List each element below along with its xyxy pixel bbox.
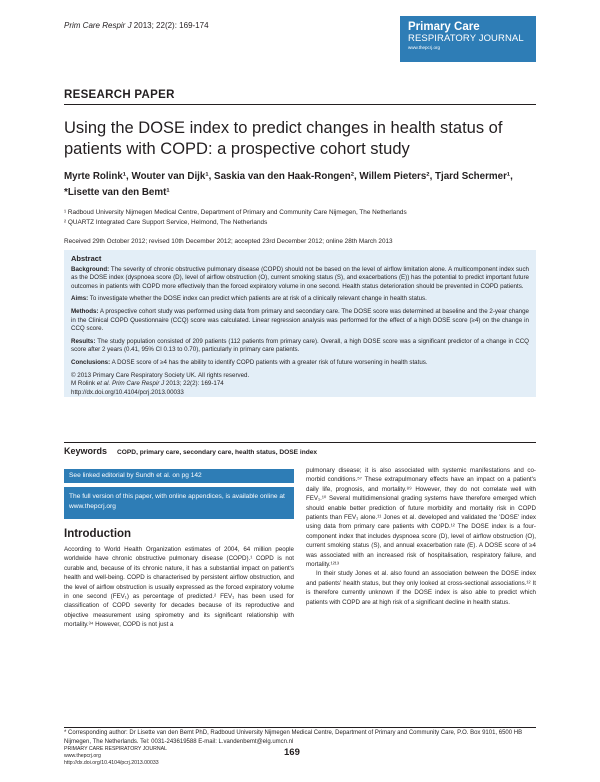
abstract-results: [71, 338, 529, 355]
footer-url[interactable]: www.thepcrj.org: [64, 752, 101, 759]
section-label: RESEARCH PAPER: [64, 89, 175, 101]
conclusions-text: A DOSE score of ≥4 has the ability to identify COPD patients with a greater risk of future worsening in health status.: [110, 358, 428, 366]
editorial-link-box[interactable]: See linked editorial by Sundh et al. on pg 142: [64, 469, 294, 483]
footer-journal: PRIMARY CARE RESPIRATORY JOURNAL: [64, 746, 167, 752]
conclusions-label: Conclusions:: [71, 358, 111, 366]
abstract-methods: [71, 308, 529, 334]
copyright: © 2013 Primary Care Respiratory Society UK. All rights reserved.: [71, 371, 250, 379]
paper-title: Using the DOSE index to predict changes in health status of patients with COPD: a prospective cohort study: [64, 119, 503, 158]
abstract-box: [64, 250, 536, 397]
abstract-background: [71, 266, 529, 292]
intro-column-1: [64, 545, 294, 630]
citation-line: [71, 380, 529, 389]
methods-text: A prospective cohort study was performed using data from primary and secondary care. The DOSE score was determined at baseline and the 2-year change in the Clinical COPD Questionnaire (CCQ) score was calculated. Linear regression analysis was performed for the effect of a high DOSE score (≥4) on the change in CCQ score.: [71, 307, 529, 333]
logo-line2: RESPIRATORY JOURNAL: [408, 33, 524, 44]
intro-paragraph-2: pulmonary disease; it is also associated with systemic manifestations and co-morbid conditions.⁵⁷ These extrapulmonary effects have an impact on a patient's daily life, prognosis, and mortality.⁸⁹ However, they do not correlate well with FEV₁.¹⁰ Several multidimensional grading systems have therefore emerged which should enable better prediction of future morbidity and mortality risk in COPD patients than FEV₁ alone.¹¹ Jones et al. developed and validated the 'DOSE' index using data from primary care patients with COPD.¹² The DOSE index is a four-component index that includes dyspnoea score (D), level of airflow obstruction (O), current smoking status (S), and annual exacerbation rate (E). A DOSE score of ≥4 was associated with an increased risk of hospitalisation, respiratory failure, and mortality.¹²¹³: [306, 467, 536, 569]
logo-url: www.thepcrj.org: [408, 45, 441, 50]
section-divider: [64, 104, 536, 105]
footer-doi[interactable]: http://dx.doi.org/10.4104/pcrj.2013.00033: [64, 759, 159, 766]
keywords: [64, 446, 317, 456]
intro-paragraph-1: According to World Health Organization estimates of 2004, 64 million people worldwide have chronic obstructive pulmonary disease (COPD).¹ COPD is not curable and, because of its chronic nature, it has a substantial impact on patient's health and well-being. COPD is characterised by persistent airflow obstruction, and the level of airflow obstruction is usually expressed as the forced expiratory volume in one second (FEV₁) as percentage of predicted.² FEV₁ has been used for classification of COPD severity for decades because of its reproductive and objective measurement using spirometry and its significant relationship with mortality.³⁴ However, COPD is not just a: [64, 546, 294, 629]
affiliations: [64, 208, 534, 228]
journal-citation: [64, 21, 209, 30]
background-text: The severity of chronic obstructive pulmonary disease (COPD) should not be based on the level of airflow limitation alone. A multicomponent index such as the DOSE index (dyspnoea score (D), level of airflow obstruction (O), current smoking status (S), and exacerbations (E)) has the potential to predict important future outcomes in patients with COPD more effectively than the forced expiratory volume in one second. Health status deterioration should be prevented in COPD patients.: [71, 265, 529, 290]
received-dates: Received 29th October 2012; revised 10th December 2012; accepted 23rd December 2012; online 28th March 2013: [64, 238, 393, 245]
doi-link[interactable]: http://dx.doi.org/10.4104/pcrj.2013.00033: [71, 388, 184, 396]
cite-etal: et al.: [96, 380, 111, 388]
background-label: Background:: [71, 265, 110, 273]
journal-logo: [400, 16, 536, 62]
abstract-heading: Abstract: [71, 254, 102, 263]
keywords-label: Keywords: [64, 446, 108, 456]
cite-volume: 2013; 22(2): 169-174: [164, 380, 224, 388]
cite-authors: M Rolink: [71, 380, 97, 388]
aims-label: Aims:: [71, 295, 89, 303]
full-version-box[interactable]: The full version of this paper, with online appendices, is available online at www.thepcrj.org: [64, 487, 294, 519]
intro-paragraph-3: In their study Jones et al. also found an association between the DOSE index and patients' health status, but they only looked at cross-sectional associations.¹² It is therefore currently unknown if the DOSE index is also able to predict which patients with COPD are at high risk of a significant decline in health status.: [306, 570, 536, 606]
logo-line1: Primary Care: [408, 21, 480, 33]
affiliation-1: ¹ Radboud University Nijmegen Medical Centre, Department of Primary and Community Care Nijmegen, The Netherlands: [64, 209, 407, 216]
introduction-heading: Introduction: [64, 528, 132, 540]
page-footer: [64, 746, 167, 766]
abstract-conclusions: [71, 359, 529, 368]
journal-abbrev: Prim Care Respir J: [64, 21, 132, 30]
keywords-value: COPD, primary care, secondary care, health status, DOSE index: [117, 449, 318, 456]
abstract-aims: [71, 295, 529, 304]
keywords-divider: [64, 442, 536, 443]
results-label: Results:: [71, 337, 96, 345]
author-list: Myrte Rolink¹, Wouter van Dijk¹, Saskia van den Haak-Rongen², Willem Pieters², Tjard Schermer¹, *Lisette van den Bemt¹: [64, 171, 513, 198]
cite-journal: Prim Care Respir J: [110, 380, 165, 388]
citation-volume: 2013; 22(2): 169-174: [131, 21, 209, 30]
methods-label: Methods:: [71, 307, 99, 315]
intro-column-2: [306, 466, 536, 607]
results-text: The study population consisted of 209 patients (112 patients from primary care). Overall, a high DOSE score was a significant predictor of a change in CCQ score after 2 years (0.41, 95% CI 0.13 to 0.70), particularly in primary care patients.: [71, 337, 529, 354]
page-number: 169: [284, 747, 300, 758]
footnote-divider: [64, 727, 536, 728]
affiliation-2: ² QUARTZ Integrated Care Support Service, Helmond, The Netherlands: [64, 219, 268, 226]
corresponding-author: * Corresponding author: Dr Lisette van den Bemt PhD, Radboud University Nijmegen Medical Centre, Department of Primary and Community Care, P.O. Box 9101, 6500 HB Nijmegen, The Netherlands. Tel: 0031-243619588 E-mail: L.vandenbemt@elg.umcn.nl: [64, 730, 523, 745]
aims-text: To investigate whether the DOSE index can predict which patients are at risk of a clinically relevant change in health status.: [88, 295, 427, 303]
